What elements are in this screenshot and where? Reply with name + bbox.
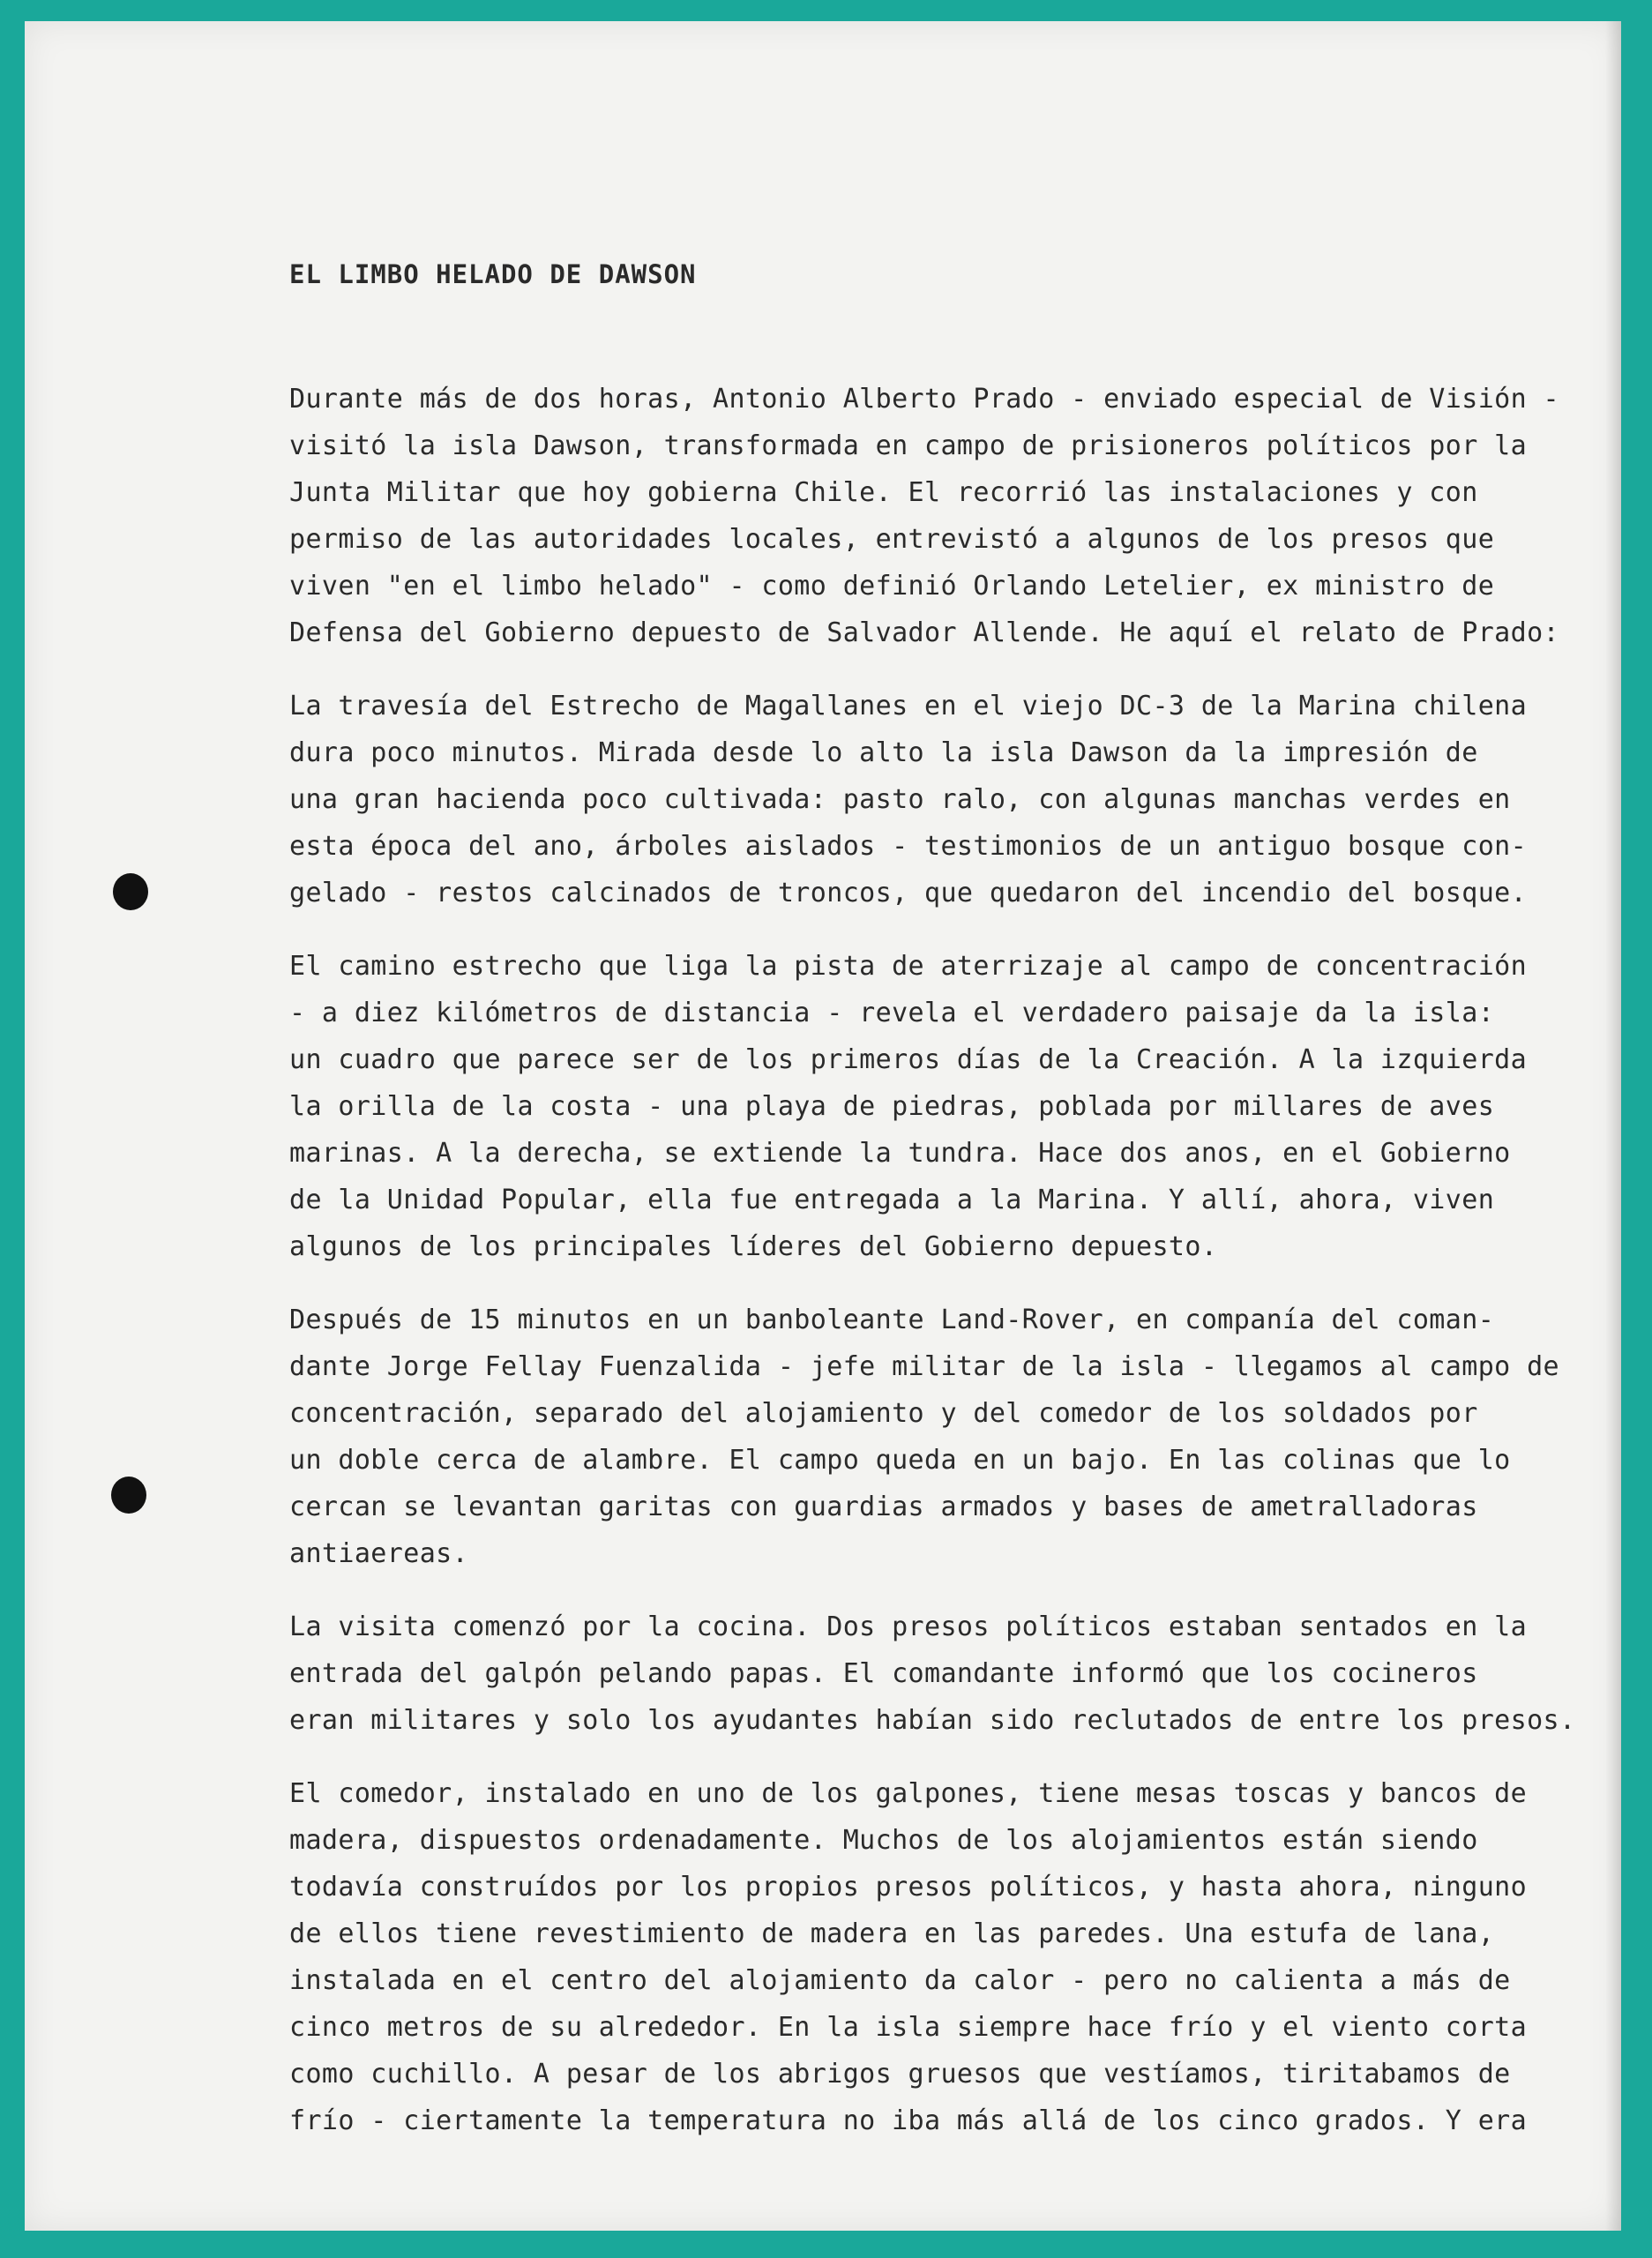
text-line: la orilla de la costa - una playa de piedras, poblada por millares de aves — [289, 1091, 1495, 1122]
document-page — [25, 21, 1621, 2231]
text-line: viven "en el limbo helado" - como definió Orlando Letelier, ex ministro de — [289, 571, 1495, 602]
text-line: algunos de los principales líderes del Gobierno depuesto. — [289, 1231, 1218, 1262]
text-line: Durante más de dos horas, Antonio Alberto Prado - enviado especial de Visión - — [289, 384, 1559, 415]
text-line: concentración, separado del alojamiento y del comedor de los soldados por — [289, 1398, 1478, 1429]
paragraph — [289, 376, 1559, 656]
text-line: entrada del galpón pelando papas. El comandante informó que los cocineros — [289, 1658, 1478, 1689]
text-line: Después de 15 minutos en un banboleante Land-Rover, en companía del coman- — [289, 1305, 1495, 1335]
text-line: frío - ciertamente la temperatura no iba más allá de los cinco grados. Y era — [289, 2105, 1528, 2136]
paragraph — [289, 943, 1559, 1270]
text-line: - a diez kilómetros de distancia - revela el verdadero paisaje da la isla: — [289, 998, 1495, 1028]
paragraph — [289, 1604, 1576, 1744]
document-title: EL LIMBO HELADO DE DAWSON — [289, 259, 697, 289]
paragraph — [289, 683, 1559, 916]
text-line: visitó la isla Dawson, transformada en campo de prisioneros políticos por la — [289, 430, 1528, 461]
paragraph — [289, 1770, 1559, 2144]
text-line: Junta Militar que hoy gobierna Chile. El recorrió las instalaciones y con — [289, 477, 1478, 508]
paragraph — [289, 1297, 1559, 1577]
text-line: La travesía del Estrecho de Magallanes en el viejo DC-3 de la Marina chilena — [289, 691, 1528, 722]
text-line: de la Unidad Popular, ella fue entregada a la Marina. Y allí, ahora, viven — [289, 1185, 1495, 1215]
text-line: eran militares y solo los ayudantes habían sido reclutados de entre los presos. — [289, 1705, 1576, 1736]
text-line: Defensa del Gobierno depuesto de Salvador Allende. He aquí el relato de Prado: — [289, 617, 1559, 648]
text-line: gelado - restos calcinados de troncos, que quedaron del incendio del bosque. — [289, 878, 1528, 908]
text-line: un cuadro que parece ser de los primeros días de la Creación. A la izquierda — [289, 1044, 1528, 1075]
text-line: todavía construídos por los propios presos políticos, y hasta ahora, ninguno — [289, 1872, 1528, 1903]
text-line: permiso de las autoridades locales, entrevistó a algunos de los presos que — [289, 524, 1495, 555]
text-line: La visita comenzó por la cocina. Dos presos políticos estaban sentados en la — [289, 1611, 1528, 1642]
text-line: de ellos tiene revestimiento de madera en las paredes. Una estufa de lana, — [289, 1918, 1495, 1949]
text-line: un doble cerca de alambre. El campo queda en un bajo. En las colinas que lo — [289, 1445, 1511, 1476]
text-line: madera, dispuestos ordenadamente. Muchos de los alojamientos están siendo — [289, 1825, 1478, 1856]
document-body — [289, 242, 1576, 2144]
text-line: cinco metros de su alrededor. En la isla siempre hace frío y el viento corta — [289, 2012, 1528, 2043]
text-line: El comedor, instalado en uno de los galpones, tiene mesas toscas y bancos de — [289, 1778, 1528, 1809]
text-line: como cuchillo. A pesar de los abrigos gruesos que vestíamos, tiritabamos de — [289, 2059, 1511, 2090]
text-line: cercan se levantan garitas con guardias armados y bases de ametralladoras — [289, 1492, 1478, 1522]
punch-hole — [113, 873, 148, 910]
text-line: marinas. A la derecha, se extiende la tundra. Hace dos anos, en el Gobierno — [289, 1138, 1511, 1169]
text-line: El camino estrecho que liga la pista de aterrizaje al campo de concentración — [289, 951, 1528, 982]
punch-hole — [111, 1477, 146, 1514]
text-line: esta época del ano, árboles aislados - testimonios de un antiguo bosque con- — [289, 831, 1528, 862]
text-line: instalada en el centro del alojamiento da calor - pero no calienta a más de — [289, 1965, 1511, 1996]
text-line: una gran hacienda poco cultivada: pasto ralo, con algunas manchas verdes en — [289, 784, 1511, 815]
text-line: antiaereas. — [289, 1538, 469, 1569]
text-line: dante Jorge Fellay Fuenzalida - jefe militar de la isla - llegamos al campo de — [289, 1351, 1559, 1382]
text-line: dura poco minutos. Mirada desde lo alto la isla Dawson da la impresión de — [289, 737, 1478, 768]
